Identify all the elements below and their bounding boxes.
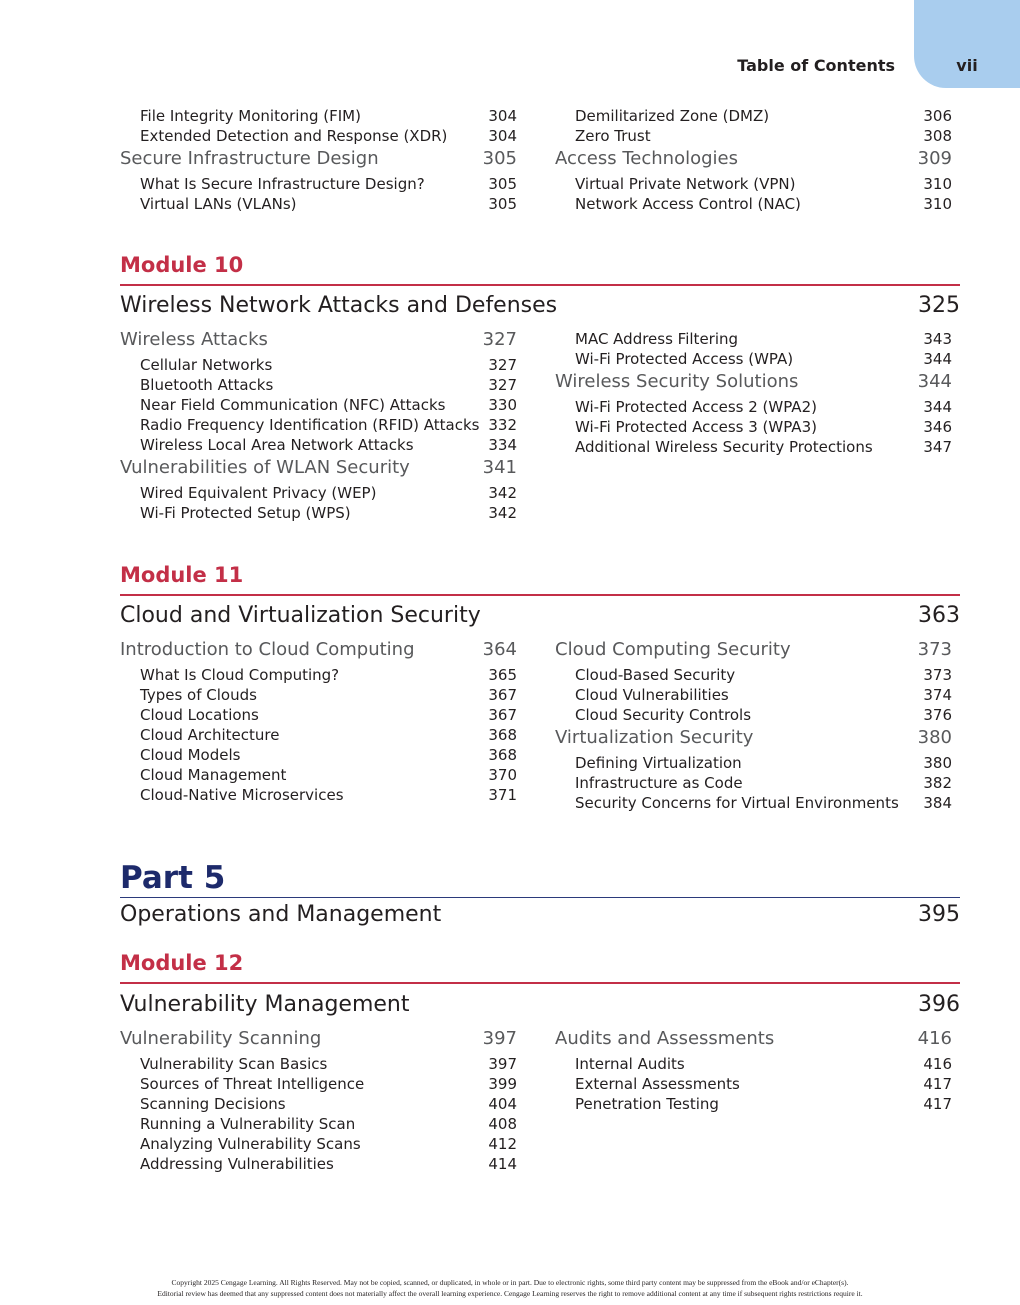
entry-page: 344	[923, 350, 952, 368]
entry-page: 308	[923, 127, 952, 145]
toc-subsection-entry[interactable]	[120, 483, 517, 503]
entry-page: 344	[923, 398, 952, 416]
entry-title: Wireless Attacks	[120, 329, 268, 350]
toc-section-entry[interactable]	[555, 371, 952, 393]
toc-column	[120, 329, 517, 523]
toc-subsection-entry[interactable]	[555, 1074, 952, 1094]
page-number: vii	[956, 56, 978, 75]
entry-title: Introduction to Cloud Computing	[120, 639, 415, 660]
running-header-title: Table of Contents	[737, 56, 895, 75]
entry-page: 332	[488, 416, 517, 434]
toc-subsection-entry[interactable]	[555, 773, 952, 793]
entry-title: External Assessments	[575, 1075, 740, 1093]
toc-column	[120, 639, 517, 805]
entry-title: Vulnerability Scan Basics	[140, 1055, 328, 1073]
copyright-footer	[60, 1278, 960, 1299]
entry-page: 304	[488, 107, 517, 125]
entry-page: 367	[488, 706, 517, 724]
toc-subsection-entry[interactable]	[555, 685, 952, 705]
entry-page: 365	[488, 666, 517, 684]
toc-subsection-entry[interactable]	[120, 106, 517, 126]
toc-subsection-entry[interactable]	[120, 1054, 517, 1074]
entry-page: 305	[482, 148, 517, 169]
chapter-heading[interactable]	[120, 991, 960, 1019]
entry-page: 373	[923, 666, 952, 684]
part-heading[interactable]	[120, 901, 960, 929]
entry-page: 347	[923, 438, 952, 456]
entry-title: Cloud Models	[140, 746, 241, 764]
toc-subsection-entry[interactable]	[120, 765, 517, 785]
toc-subsection-entry[interactable]	[120, 395, 517, 415]
toc-column	[555, 639, 952, 813]
toc-section-entry[interactable]	[555, 148, 952, 170]
toc-subsection-entry[interactable]	[555, 397, 952, 417]
entry-page: 380	[917, 727, 952, 748]
entry-title: Cloud-Native Microservices	[140, 786, 344, 804]
toc-column	[555, 106, 952, 214]
entry-title: What Is Cloud Computing?	[140, 666, 340, 684]
entry-title: Access Technologies	[555, 148, 738, 169]
toc-column	[555, 1028, 952, 1114]
entry-page: 342	[488, 504, 517, 522]
entry-title: Cellular Networks	[140, 356, 273, 374]
toc-subsection-entry[interactable]	[555, 705, 952, 725]
entry-title: Demilitarized Zone (DMZ)	[575, 107, 770, 125]
module-label: Module 12	[120, 951, 244, 975]
entry-page: 309	[917, 148, 952, 169]
module-rule	[120, 982, 960, 984]
entry-title: Virtualization Security	[555, 727, 754, 748]
toc-subsection-entry[interactable]	[120, 174, 517, 194]
entry-page: 414	[488, 1155, 517, 1173]
entry-title: Wireless Security Solutions	[555, 371, 799, 392]
entry-page: 341	[482, 457, 517, 478]
toc-section-entry[interactable]	[120, 329, 517, 351]
entry-page: 371	[488, 786, 517, 804]
entry-title: Cloud-Based Security	[575, 666, 736, 684]
entry-page: 327	[482, 329, 517, 350]
toc-subsection-entry[interactable]	[120, 685, 517, 705]
entry-title: Sources of Threat Intelligence	[140, 1075, 365, 1093]
entry-title: Virtual Private Network (VPN)	[575, 175, 796, 193]
entry-page: 367	[488, 686, 517, 704]
toc-subsection-entry[interactable]	[120, 126, 517, 146]
copyright-line: Copyright 2025 Cengage Learning. All Rights Reserved. May not be copied, scanned, or duplicated, in whole or in part. Due to electronic rights, some third party content may be suppressed from the eBook and/or eChapter(s).	[171, 1278, 849, 1287]
entry-page: 417	[923, 1095, 952, 1113]
entry-title: Cloud Locations	[140, 706, 259, 724]
chapter-page: 396	[918, 992, 960, 1017]
module-label: Module 11	[120, 563, 244, 587]
entry-page: 327	[488, 356, 517, 374]
toc-subsection-entry[interactable]	[555, 1054, 952, 1074]
toc-subsection-entry[interactable]	[120, 785, 517, 805]
entry-title: Secure Infrastructure Design	[120, 148, 379, 169]
entry-title: Running a Vulnerability Scan	[140, 1115, 356, 1133]
chapter-page: 325	[918, 293, 960, 318]
entry-title: Addressing Vulnerabilities	[140, 1155, 334, 1173]
entry-title: Bluetooth Attacks	[140, 376, 274, 394]
entry-title: Security Concerns for Virtual Environments	[575, 794, 899, 812]
toc-section-entry[interactable]	[555, 1028, 952, 1050]
entry-page: 380	[923, 754, 952, 772]
entry-title: Wi-Fi Protected Setup (WPS)	[140, 504, 351, 522]
toc-subsection-entry[interactable]	[120, 415, 517, 435]
toc-subsection-entry[interactable]	[120, 725, 517, 745]
module-rule	[120, 284, 960, 286]
entry-title: Wi-Fi Protected Access 3 (WPA3)	[575, 418, 817, 436]
entry-title: Wireless Local Area Network Attacks	[140, 436, 414, 454]
entry-page: 346	[923, 418, 952, 436]
entry-page: 344	[917, 371, 952, 392]
entry-page: 364	[482, 639, 517, 660]
chapter-title: Cloud and Virtualization Security	[120, 603, 481, 628]
entry-title: Analyzing Vulnerability Scans	[140, 1135, 361, 1153]
entry-page: 310	[923, 175, 952, 193]
entry-page: 368	[488, 726, 517, 744]
entry-title: Vulnerabilities of WLAN Security	[120, 457, 410, 478]
toc-section-entry[interactable]	[120, 457, 517, 479]
entry-page: 382	[923, 774, 952, 792]
toc-subsection-entry[interactable]	[120, 1154, 517, 1174]
toc-section-entry[interactable]	[120, 148, 517, 170]
entry-page: 373	[917, 639, 952, 660]
entry-title: Internal Audits	[575, 1055, 685, 1073]
entry-title: Zero Trust	[575, 127, 651, 145]
chapter-page: 363	[918, 603, 960, 628]
entry-title: Cloud Management	[140, 766, 287, 784]
toc-subsection-entry[interactable]	[120, 1114, 517, 1134]
module-label: Module 10	[120, 253, 244, 277]
entry-page: 416	[923, 1055, 952, 1073]
toc-subsection-entry[interactable]	[120, 705, 517, 725]
entry-page: 416	[917, 1028, 952, 1049]
entry-page: 306	[923, 107, 952, 125]
entry-title: Scanning Decisions	[140, 1095, 286, 1113]
entry-title: Wired Equivalent Privacy (WEP)	[140, 484, 377, 502]
toc-section-entry[interactable]	[120, 1028, 517, 1050]
entry-title: Wi-Fi Protected Access (WPA)	[575, 350, 794, 368]
entry-title: Near Field Communication (NFC) Attacks	[140, 396, 446, 414]
part-page: 395	[918, 902, 960, 927]
entry-title: Audits and Assessments	[555, 1028, 775, 1049]
entry-page: 374	[923, 686, 952, 704]
entry-page: 412	[488, 1135, 517, 1153]
toc-subsection-entry[interactable]	[555, 793, 952, 813]
entry-title: Wi-Fi Protected Access 2 (WPA2)	[575, 398, 817, 416]
toc-column	[120, 106, 517, 214]
toc-subsection-entry[interactable]	[555, 1094, 952, 1114]
toc-subsection-entry[interactable]	[555, 437, 952, 457]
chapter-heading[interactable]	[120, 602, 960, 630]
toc-subsection-entry[interactable]	[555, 329, 952, 349]
entry-page: 305	[488, 195, 517, 213]
entry-page: 376	[923, 706, 952, 724]
entry-page: 370	[488, 766, 517, 784]
toc-subsection-entry[interactable]	[120, 194, 517, 214]
toc-subsection-entry[interactable]	[120, 1134, 517, 1154]
toc-subsection-entry[interactable]	[120, 1094, 517, 1114]
toc-subsection-entry[interactable]	[555, 194, 952, 214]
chapter-heading[interactable]	[120, 292, 960, 320]
toc-subsection-entry[interactable]	[555, 126, 952, 146]
toc-section-entry[interactable]	[120, 639, 517, 661]
toc-subsection-entry[interactable]	[120, 355, 517, 375]
toc-subsection-entry[interactable]	[120, 665, 517, 685]
entry-page: 330	[488, 396, 517, 414]
entry-title: Cloud Vulnerabilities	[575, 686, 729, 704]
entry-title: Vulnerability Scanning	[120, 1028, 322, 1049]
entry-page: 327	[488, 376, 517, 394]
entry-title: Defining Virtualization	[575, 754, 742, 772]
entry-page: 334	[488, 436, 517, 454]
entry-title: Virtual LANs (VLANs)	[140, 195, 297, 213]
chapter-title: Wireless Network Attacks and Defenses	[120, 293, 558, 318]
toc-subsection-entry[interactable]	[555, 174, 952, 194]
part-title: Operations and Management	[120, 902, 442, 927]
entry-page: 417	[923, 1075, 952, 1093]
entry-page: 397	[482, 1028, 517, 1049]
entry-page: 399	[488, 1075, 517, 1093]
toc-column	[555, 329, 952, 457]
module-rule	[120, 594, 960, 596]
part-rule	[120, 897, 960, 898]
entry-page: 397	[488, 1055, 517, 1073]
entry-page: 342	[488, 484, 517, 502]
toc-subsection-entry[interactable]	[120, 375, 517, 395]
entry-page: 305	[488, 175, 517, 193]
entry-title: Radio Frequency Identification (RFID) Attacks	[140, 416, 480, 434]
toc-section-entry[interactable]	[555, 639, 952, 661]
toc-subsection-entry[interactable]	[555, 349, 952, 369]
entry-page: 404	[488, 1095, 517, 1113]
toc-subsection-entry[interactable]	[555, 665, 952, 685]
part-label: Part 5	[120, 860, 226, 896]
entry-title: Types of Clouds	[140, 686, 257, 704]
toc-subsection-entry[interactable]	[555, 106, 952, 126]
chapter-title: Vulnerability Management	[120, 992, 410, 1017]
toc-subsection-entry[interactable]	[555, 417, 952, 437]
entry-page: 368	[488, 746, 517, 764]
entry-title: Cloud Architecture	[140, 726, 280, 744]
entry-title: Extended Detection and Response (XDR)	[140, 127, 448, 145]
entry-title: Penetration Testing	[575, 1095, 719, 1113]
toc-subsection-entry[interactable]	[120, 503, 517, 523]
entry-title: What Is Secure Infrastructure Design?	[140, 175, 425, 193]
entry-page: 343	[923, 330, 952, 348]
entry-title: MAC Address Filtering	[575, 330, 739, 348]
toc-subsection-entry[interactable]	[120, 745, 517, 765]
entry-page: 384	[923, 794, 952, 812]
entry-title: Infrastructure as Code	[575, 774, 743, 792]
toc-subsection-entry[interactable]	[120, 435, 517, 455]
entry-title: Additional Wireless Security Protections	[575, 438, 873, 456]
entry-page: 304	[488, 127, 517, 145]
entry-title: File Integrity Monitoring (FIM)	[140, 107, 361, 125]
toc-subsection-entry[interactable]	[555, 753, 952, 773]
toc-subsection-entry[interactable]	[120, 1074, 517, 1094]
entry-page: 310	[923, 195, 952, 213]
entry-page: 408	[488, 1115, 517, 1133]
toc-column	[120, 1028, 517, 1174]
toc-section-entry[interactable]	[555, 727, 952, 749]
copyright-line: Editorial review has deemed that any suppressed content does not materially affect the overall learning experience. Cengage Learning reserves the right to remove additional content at any time if subsequent rights restrictions require it.	[157, 1288, 863, 1298]
entry-title: Cloud Security Controls	[575, 706, 752, 724]
entry-title: Network Access Control (NAC)	[575, 195, 801, 213]
entry-title: Cloud Computing Security	[555, 639, 791, 660]
